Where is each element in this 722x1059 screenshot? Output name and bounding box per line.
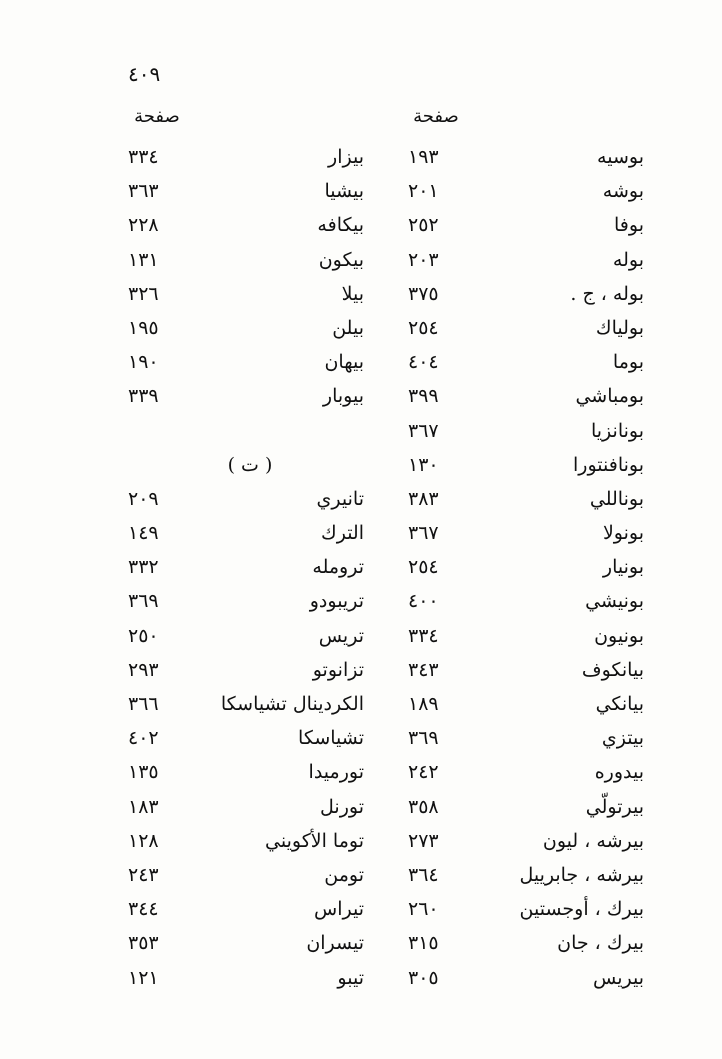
entry-page-right: ٢٥٢ [408, 214, 439, 237]
index-row [0, 208, 722, 242]
entry-page-left [128, 448, 178, 482]
entry-page-right: ٢٠٣ [408, 248, 439, 271]
entry-page-left: ٣٢٦ [128, 282, 159, 305]
entry-name-right: بومباشي [575, 385, 644, 408]
index-rows [0, 140, 722, 995]
entry-page-right: ٣٠٥ [408, 966, 439, 989]
entry-page-right: ٢٥٤ [408, 316, 439, 339]
entry-name-right: بوسيه [597, 146, 644, 168]
entry-page-left: ٢٩٣ [128, 658, 159, 681]
entry-name-left: بيشيا [324, 180, 364, 203]
index-row [0, 243, 722, 277]
entry-page-right: ٣٣٤ [408, 624, 439, 647]
entry-page-left: ٢٢٨ [128, 214, 159, 237]
entry-page-right: ١٣٠ [408, 453, 439, 476]
entry-name-right: بونولا [602, 522, 644, 545]
entry-name-left: بيكون [318, 248, 364, 271]
entry-page-left: ١٢٨ [128, 829, 159, 852]
entry-page-left: ١٨٣ [128, 795, 159, 818]
entry-name-left: تورنل [320, 795, 364, 818]
index-row [0, 858, 722, 892]
entry-name-left: تريس [318, 624, 364, 647]
entry-name-right: بيانكي [595, 693, 644, 715]
index-row [0, 379, 722, 413]
index-row [0, 140, 722, 174]
page-number: ٤٠٩ [128, 62, 161, 86]
entry-name-right: بيتزي [601, 727, 644, 750]
entry-page-left: ٣٦٩ [128, 590, 159, 613]
entry-name-left: بيزار [328, 146, 364, 168]
entry-name-left: تيراس [314, 898, 364, 921]
entry-name-right: بونيون [594, 624, 644, 647]
entry-name-right: بونيشي [585, 590, 644, 613]
section-letter-heading: ( ت ) [227, 453, 273, 476]
entry-page-right: ٢٦٠ [408, 898, 439, 921]
index-row [0, 619, 722, 653]
index-row [0, 174, 722, 208]
entry-page-left: ٣٣٢ [128, 556, 159, 579]
index-row [0, 448, 722, 482]
entry-page-right: ٣٥٨ [408, 795, 439, 818]
entry-name-right: بيرشه ، ليون [542, 829, 644, 852]
entry-page-right: ٤٠٠ [408, 590, 439, 613]
index-row [0, 653, 722, 687]
entry-name-right: بيريس [592, 966, 644, 989]
entry-page-right: ٣٨٣ [408, 487, 439, 510]
index-row [0, 755, 722, 789]
index-row [0, 790, 722, 824]
entry-page-right: ٢٤٢ [408, 761, 439, 784]
entry-page-left: ٣٣٤ [128, 146, 159, 168]
entry-name-right: بوشه [602, 180, 644, 203]
entry-page-left: ٣٦٣ [128, 180, 159, 203]
entry-page-left: ٢٥٠ [128, 624, 159, 647]
index-row [0, 414, 722, 448]
entry-page-left: ٣٥٣ [128, 932, 159, 955]
entry-name-right: بوله [612, 248, 644, 271]
entry-name-right: بولياك [595, 316, 644, 339]
entry-name-left: بيهان [324, 351, 364, 374]
entry-page-right: ٣٦٧ [408, 419, 439, 442]
entry-name-left: تريبودو [309, 590, 364, 613]
entry-page-right: ٣١٥ [408, 932, 439, 955]
entry-page-left: ١٣١ [128, 248, 159, 271]
entry-name-right: بيرشه ، جابرييل [519, 863, 644, 886]
entry-name-left: بيلن [332, 316, 364, 339]
entry-page-right: ٣٧٥ [408, 282, 439, 305]
entry-page-right: ٢٧٣ [408, 829, 439, 852]
entry-name-left: تزانوتو [312, 658, 364, 681]
entry-page-right: ٢٠١ [408, 180, 439, 203]
index-row [0, 345, 722, 379]
entry-name-left: تورميدا [308, 761, 364, 784]
entry-name-right: بونافنتورا [573, 453, 644, 476]
entry-name-right: بوناللي [589, 487, 644, 510]
entry-name-right: بيدوره [594, 761, 644, 784]
index-row [0, 926, 722, 960]
index-row [0, 277, 722, 311]
entry-name-left: بيوبار [322, 385, 364, 408]
entry-page-right: ٢٥٤ [408, 556, 439, 579]
entry-page-right: ١٨٩ [408, 693, 439, 715]
entry-name-left: توما الأكويني [265, 829, 364, 852]
entry-name-right: بيرتولّي [585, 795, 644, 818]
entry-name-right: بوله ، ج . [570, 282, 644, 305]
entry-name-right: بوفا [614, 214, 644, 237]
entry-page-right: ٣٤٣ [408, 658, 439, 681]
index-row [0, 824, 722, 858]
entry-name-left: تيسران [306, 932, 364, 955]
entry-name-left: الكردينال تشياسكا [220, 693, 364, 715]
entry-page-right: ٣٦٤ [408, 863, 439, 886]
entry-name-left: تشياسكا [298, 727, 364, 750]
index-row [0, 550, 722, 584]
entry-page-right: ٣٩٩ [408, 385, 439, 408]
index-row [0, 482, 722, 516]
entry-name-right: بوما [612, 351, 644, 374]
index-row [0, 892, 722, 926]
entry-name-left: بيكافه [317, 214, 364, 237]
entry-page-left: ٤٠٢ [128, 727, 159, 750]
entry-page-left: ٣٣٩ [128, 385, 159, 408]
entry-name-left: تيبو [337, 966, 364, 989]
entry-name-left [164, 414, 364, 448]
entry-page-left: ١٩٠ [128, 351, 159, 374]
column-header-right: صفحة [413, 106, 459, 127]
entry-page-right: ٣٦٩ [408, 727, 439, 750]
index-row [0, 687, 722, 721]
entry-name-right: بونانزيا [590, 419, 644, 442]
index-row [0, 516, 722, 550]
entry-page-left: ٢٤٣ [128, 863, 159, 886]
entry-name-left: تانيري [316, 487, 364, 510]
entry-name-right: بونيار [602, 556, 644, 579]
entry-name-left: بيلا [341, 282, 364, 305]
entry-page-right: ٤٠٤ [408, 351, 439, 374]
entry-page-right: ١٩٣ [408, 146, 439, 168]
entry-page-left: ١٣٥ [128, 761, 159, 784]
entry-name-right: بيرك ، أوجستين [519, 898, 644, 921]
entry-page-left: ١٤٩ [128, 522, 159, 545]
entry-page-left: ٣٦٦ [128, 693, 159, 715]
entry-page-left [128, 414, 178, 448]
column-header-left: صفحة [134, 106, 180, 127]
entry-name-left: الترك [321, 522, 364, 545]
entry-page-right: ٣٦٧ [408, 522, 439, 545]
entry-name-right: بيانكوف [581, 658, 644, 681]
entry-name-right: بيرك ، جان [557, 932, 644, 955]
index-row [0, 721, 722, 755]
entry-page-left: ١٢١ [128, 966, 159, 989]
index-row [0, 311, 722, 345]
entry-page-left: ١٩٥ [128, 316, 159, 339]
index-row [0, 961, 722, 995]
entry-name-left: ترومله [312, 556, 364, 579]
index-row [0, 584, 722, 618]
entry-page-left: ٣٤٤ [128, 898, 159, 921]
entry-page-left: ٢٠٩ [128, 487, 159, 510]
entry-name-left: تومن [324, 863, 364, 886]
